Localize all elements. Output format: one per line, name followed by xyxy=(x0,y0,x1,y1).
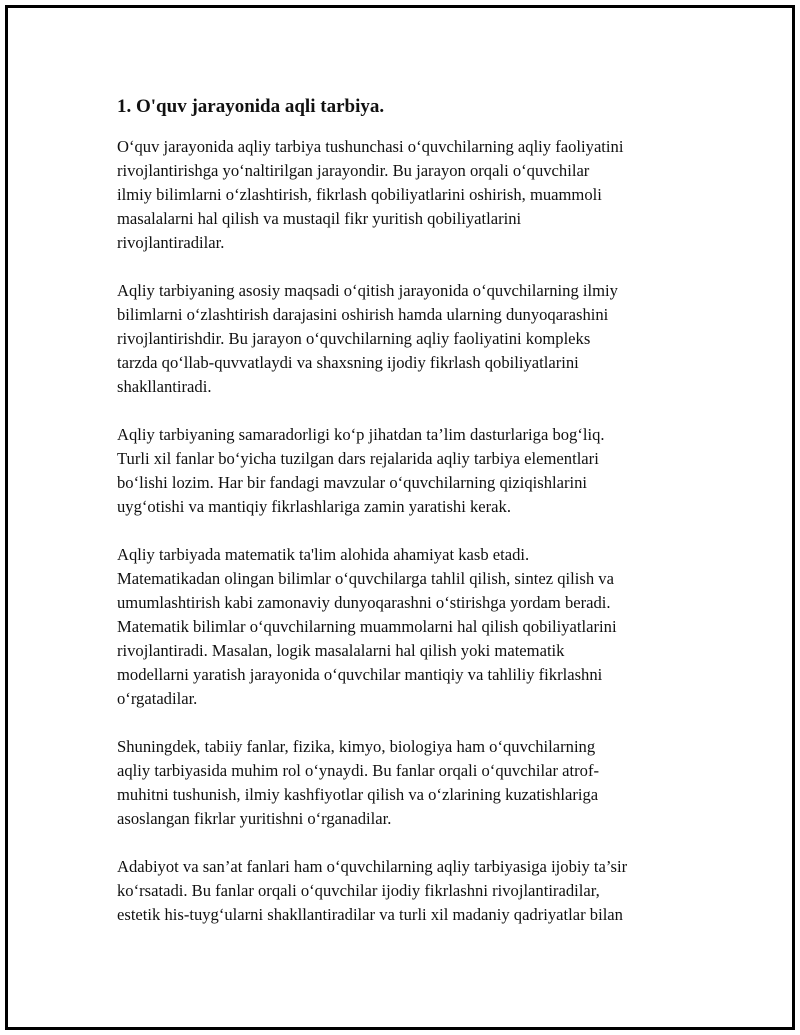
section-heading: 1. O'quv jarayonida aqli tarbiya. xyxy=(117,96,385,117)
text-line: shakllantiradi. xyxy=(117,377,212,396)
text-line: umumlashtirish kabi zamonaviy dunyoqarashni o‘stirishga yordam beradi. xyxy=(117,593,611,612)
text-line: rivojlantiradilar. xyxy=(117,233,225,252)
text-line: Aqliy tarbiyaning asosiy maqsadi o‘qitish jarayonida o‘quvchilarning ilmiy xyxy=(117,281,618,300)
paragraph-1 xyxy=(117,135,692,255)
text-line: bilimlarni o‘zlashtirish darajasini oshirish hamda ularning dunyoqarashini xyxy=(117,305,609,324)
text-line: Aqliy tarbiyada matematik ta'lim alohida ahamiyat kasb etadi. xyxy=(117,545,530,564)
paragraph-2 xyxy=(117,279,692,399)
text-line: rivojlantirishga yo‘naltirilgan jarayondir. Bu jarayon orqali o‘quvchilar xyxy=(117,161,590,180)
text-line: Adabiyot va san’at fanlari ham o‘quvchilarning aqliy tarbiyasiga ijobiy ta’sir xyxy=(117,857,628,876)
text-line: estetik his-tuyg‘ularni shakllantiradilar va turli xil madaniy qadriyatlar bilan xyxy=(117,905,623,924)
text-line: masalalarni hal qilish va mustaqil fikr yuritish qobiliyatlarini xyxy=(117,209,522,228)
text-line: asoslangan fikrlar yuritishni o‘rganadilar. xyxy=(117,809,392,828)
text-line: modellarni yaratish jarayonida o‘quvchilar mantiqiy va tahliliy fikrlashni xyxy=(117,665,603,684)
text-line: Matematikadan olingan bilimlar o‘quvchilarga tahlil qilish, sintez qilish va xyxy=(117,569,614,588)
text-line: rivojlantiradi. Masalan, logik masalalarni hal qilish yoki matematik xyxy=(117,641,565,660)
text-line: uyg‘otishi va mantiqiy fikrlashlariga zamin yaratishi kerak. xyxy=(117,497,511,516)
paragraph-4 xyxy=(117,543,692,711)
text-line: o‘rgatadilar. xyxy=(117,689,198,708)
paragraph-6 xyxy=(117,855,692,927)
text-line: O‘quv jarayonida aqliy tarbiya tushunchasi o‘quvchilarning aqliy faoliyatini xyxy=(117,137,624,156)
text-line: Matematik bilimlar o‘quvchilarning muammolarni hal qilish qobiliyatlarini xyxy=(117,617,617,636)
text-line: Aqliy tarbiyaning samaradorligi ko‘p jihatdan ta’lim dasturlariga bog‘liq. xyxy=(117,425,605,444)
document-body xyxy=(117,95,692,951)
paragraph-3 xyxy=(117,423,692,519)
text-line: ko‘rsatadi. Bu fanlar orqali o‘quvchilar ijodiy fikrlashni rivojlantiradilar, xyxy=(117,881,600,900)
paragraph-5 xyxy=(117,735,692,831)
text-line: ilmiy bilimlarni o‘zlashtirish, fikrlash qobiliyatlarini oshirish, muammoli xyxy=(117,185,602,204)
text-line: tarzda qo‘llab-quvvatlaydi va shaxsning ijodiy fikrlash qobiliyatlarini xyxy=(117,353,579,372)
text-line: bo‘lishi lozim. Har bir fandagi mavzular o‘quvchilarning qiziqishlarini xyxy=(117,473,588,492)
text-line: rivojlantirishdir. Bu jarayon o‘quvchilarning aqliy faoliyatini kompleks xyxy=(117,329,591,348)
text-line: Shuningdek, tabiiy fanlar, fizika, kimyo, biologiya ham o‘quvchilarning xyxy=(117,737,596,756)
text-line: Turli xil fanlar bo‘yicha tuzilgan dars rejalarida aqliy tarbiya elementlari xyxy=(117,449,599,468)
text-line: muhitni tushunish, ilmiy kashfiyotlar qilish va o‘zlarining kuzatishlariga xyxy=(117,785,599,804)
text-line: aqliy tarbiyasida muhim rol o‘ynaydi. Bu fanlar orqali o‘quvchilar atrof- xyxy=(117,761,599,780)
